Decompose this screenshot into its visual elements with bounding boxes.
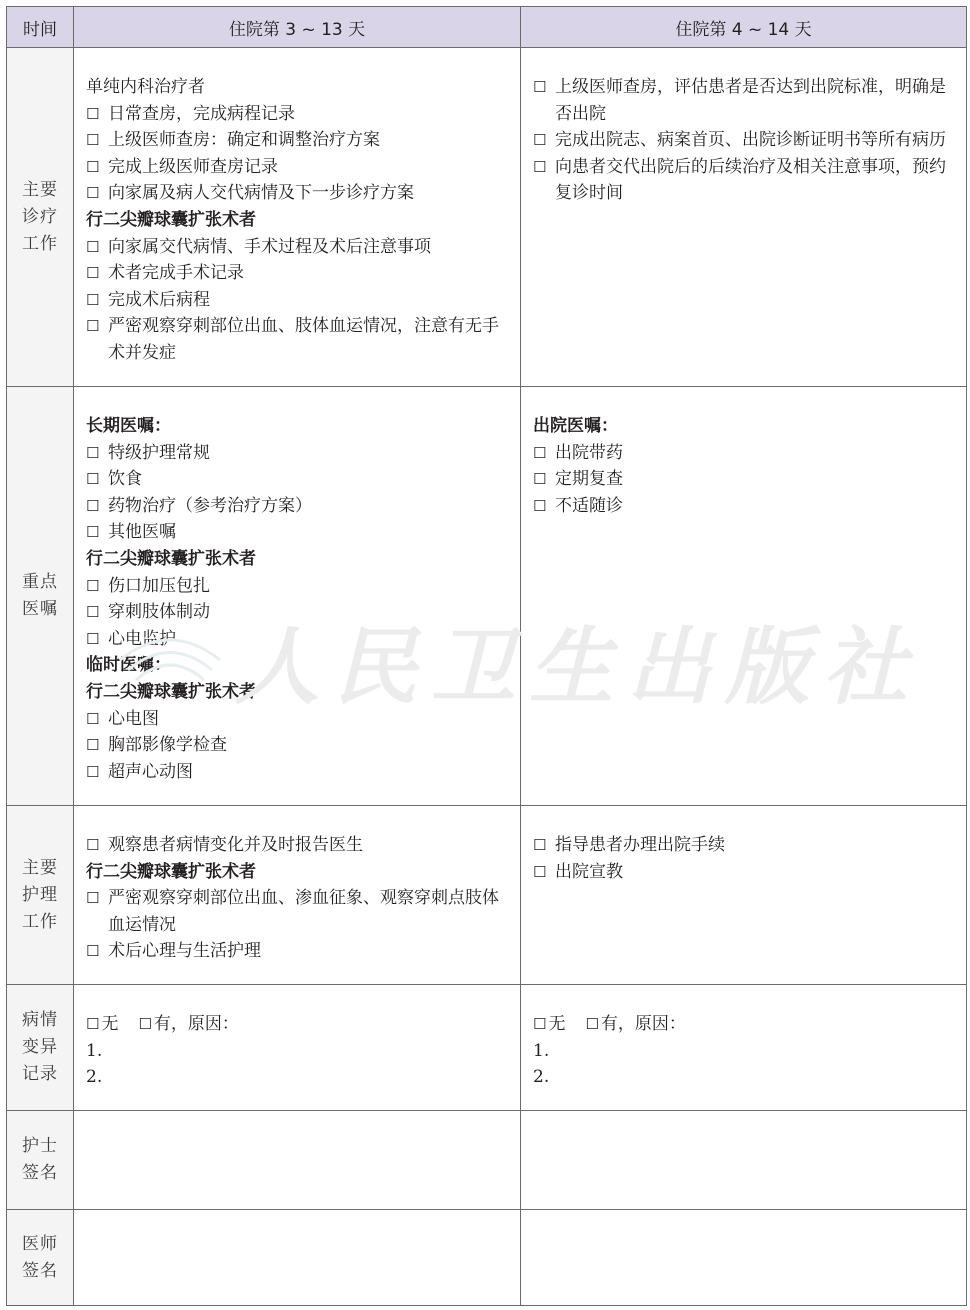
checklist-item[interactable]	[86, 732, 510, 759]
col2-header: 住院第 4 ~ 14 天	[521, 7, 967, 48]
variance-label: 病情变异记录	[7, 985, 74, 1111]
section-heading: 行二尖瓣球囊扩张术者	[86, 681, 256, 702]
checklist-item[interactable]	[86, 154, 510, 181]
checklist-item-text: 心电图	[108, 708, 159, 729]
checklist-item[interactable]	[533, 154, 956, 207]
checklist-item[interactable]	[86, 234, 510, 261]
checkbox-icon[interactable]: ☐	[86, 317, 100, 336]
checklist-item[interactable]	[86, 519, 510, 546]
checkbox-icon[interactable]: ☐	[86, 496, 100, 515]
nursing-label: 主要护理工作	[7, 806, 74, 985]
nursing-row	[7, 806, 967, 985]
section-heading: 长期医嘱：	[86, 416, 171, 436]
checkbox-icon[interactable]: ☐	[86, 762, 100, 781]
checkbox-icon[interactable]: ☐	[86, 290, 100, 309]
checkbox-icon[interactable]: ☐	[533, 157, 547, 176]
variance-item-2: 2.	[86, 1067, 103, 1088]
checklist-item[interactable]	[86, 313, 510, 366]
checklist-item[interactable]	[86, 101, 510, 128]
doctor-sign-row	[7, 1210, 967, 1306]
checklist-item-text: 完成术后病程	[108, 289, 210, 310]
checklist-item-text: 向家属及病人交代病情及下一步诊疗方案	[108, 183, 414, 204]
checkbox-icon[interactable]: ☐	[533, 496, 547, 515]
nursing-col2-list	[521, 806, 966, 895]
nursing-col1-list	[74, 806, 520, 975]
checklist-item[interactable]	[533, 493, 956, 520]
checklist-item-text: 日常查房，完成病程记录	[108, 103, 295, 124]
checklist-item[interactable]	[86, 885, 510, 938]
variance-item-1: 1.	[86, 1040, 103, 1061]
checklist-item[interactable]	[86, 626, 510, 653]
checkbox-icon[interactable]: ☐	[86, 629, 100, 648]
checklist-item-text: 术者完成手术记录	[108, 263, 244, 284]
variance-yes-checkbox[interactable]: ☐ 有，原因：	[585, 1014, 686, 1034]
nurse-sign-label: 护士签名	[7, 1111, 74, 1210]
nurse-sign-col2[interactable]	[521, 1111, 967, 1210]
checklist-item[interactable]	[86, 573, 510, 600]
checkbox-icon[interactable]: ☐	[86, 576, 100, 595]
checklist-item[interactable]	[533, 74, 956, 127]
plain-text: 单纯内科治疗者	[86, 77, 205, 97]
checklist-item-text: 出院宣教	[555, 861, 623, 882]
checklist-item-text: 完成出院志、病案首页、出院诊断证明书等所有病历	[555, 130, 946, 151]
section-heading: 行二尖瓣球囊扩张术者	[86, 209, 256, 230]
variance-row	[7, 985, 967, 1111]
main-work-col1-list	[74, 48, 520, 377]
nurse-sign-row	[7, 1111, 967, 1210]
checklist-item-text: 定期复查	[555, 469, 623, 490]
checklist-item[interactable]	[86, 832, 510, 859]
checklist-item-text: 特级护理常规	[108, 442, 210, 463]
key-orders-label: 重点医嘱	[7, 387, 74, 806]
checkbox-icon[interactable]: ☐	[533, 443, 547, 462]
section-heading: 临时医嘱：	[86, 655, 171, 676]
checkbox-icon[interactable]: ☐	[86, 523, 100, 542]
checkbox-icon[interactable]: ☐	[86, 709, 100, 728]
watermark-text: 人民卫生出版社	[235, 617, 922, 716]
col1-header: 住院第 3 ~ 13 天	[74, 7, 521, 48]
variance-none-checkbox[interactable]: ☐ 无	[533, 1014, 566, 1034]
variance-item-1: 1.	[533, 1040, 550, 1061]
doctor-sign-label: 医师签名	[7, 1210, 74, 1306]
checklist-item[interactable]	[533, 127, 956, 154]
checkbox-icon[interactable]: ☐	[86, 184, 100, 203]
checklist-item-text: 向家属交代病情、手术过程及术后注意事项	[108, 236, 431, 257]
checklist-item[interactable]	[86, 706, 510, 733]
checklist-item[interactable]	[86, 599, 510, 626]
checkbox-icon[interactable]: ☐	[533, 131, 547, 150]
checkbox-icon[interactable]: ☐	[86, 264, 100, 283]
variance-options-col2	[533, 1011, 956, 1038]
section-heading: 行二尖瓣球囊扩张术者	[86, 861, 256, 882]
key-orders-col2-list	[521, 387, 966, 529]
checklist-item[interactable]	[86, 260, 510, 287]
main-work-col1	[74, 48, 521, 387]
doctor-sign-col1[interactable]	[74, 1210, 521, 1306]
section-heading: 行二尖瓣球囊扩张术者	[86, 548, 256, 569]
key-orders-col1	[74, 387, 521, 806]
checklist-item-text: 超声心动图	[108, 761, 193, 782]
checklist-item-text: 严密观察穿刺部位出血、肢体血运情况，注意有无手术并发症	[108, 316, 499, 363]
checkbox-icon[interactable]: ☐	[533, 862, 547, 881]
checklist-item[interactable]	[533, 859, 956, 886]
checklist-item[interactable]	[86, 440, 510, 467]
checklist-item-text: 上级医师查房，评估患者是否达到出院标准，明确是否出院	[555, 77, 946, 124]
nursing-col1	[74, 806, 521, 985]
checklist-item-text: 其他医嘱	[108, 522, 176, 543]
checkbox-icon[interactable]: ☐	[86, 237, 100, 256]
checkbox-icon[interactable]: ☐	[86, 736, 100, 755]
checkbox-icon[interactable]: ☐	[86, 131, 100, 150]
variance-yes-checkbox[interactable]: ☐ 有，原因：	[138, 1014, 239, 1034]
main-work-col2-list	[521, 48, 966, 217]
checklist-item-text: 药物治疗（参考治疗方案）	[108, 495, 312, 516]
checklist-item-text: 出院带药	[555, 442, 623, 463]
checklist-item-text: 饮食	[108, 469, 142, 490]
checklist-item[interactable]	[86, 180, 510, 207]
section-heading: 出院医嘱：	[533, 416, 618, 436]
checkbox-icon[interactable]: ☐	[86, 603, 100, 622]
checkbox-icon[interactable]: ☐	[533, 78, 547, 96]
doctor-sign-col2[interactable]	[521, 1210, 967, 1306]
checklist-item-text: 不适随诊	[555, 495, 623, 516]
checkbox-icon[interactable]: ☐	[86, 443, 100, 462]
checkbox-icon[interactable]: ☐	[86, 104, 100, 123]
checklist-item-text: 穿刺肢体制动	[108, 602, 210, 623]
checklist-item[interactable]	[86, 466, 510, 493]
checklist-item[interactable]	[533, 440, 956, 467]
time-header: 时间	[7, 7, 74, 48]
checklist-item-text: 术后心理与生活护理	[108, 941, 261, 962]
checkbox-icon[interactable]: ☐	[86, 157, 100, 176]
checklist-item-text: 严密观察穿刺部位出血、渗血征象、观察穿刺点肢体血运情况	[108, 888, 499, 935]
nursing-col2	[521, 806, 967, 985]
header-row	[7, 7, 967, 48]
variance-col2	[521, 985, 967, 1111]
main-work-row	[7, 48, 967, 387]
checkbox-icon[interactable]: ☐	[86, 889, 100, 908]
checklist-item[interactable]	[86, 759, 510, 786]
main-work-col2	[521, 48, 967, 387]
main-work-label: 主要诊疗工作	[7, 48, 74, 387]
checkbox-icon[interactable]: ☐	[533, 470, 547, 489]
checklist-item-text: 观察患者病情变化并及时报告医生	[108, 835, 363, 855]
checklist-item[interactable]	[86, 287, 510, 314]
checkbox-icon[interactable]: ☐	[86, 470, 100, 489]
key-orders-col1-list	[74, 387, 520, 795]
checklist-item[interactable]	[533, 832, 956, 859]
checklist-item-text: 指导患者办理出院手续	[555, 835, 725, 855]
checkbox-icon[interactable]: ☐	[86, 836, 100, 854]
checklist-item-text: 向患者交代出院后的后续治疗及相关注意事项，预约复诊时间	[555, 156, 946, 204]
checklist-item-text: 上级医师查房：确定和调整治疗方案	[108, 130, 380, 151]
checklist-item[interactable]	[533, 466, 956, 493]
key-orders-col2	[521, 387, 967, 806]
clinical-pathway-table	[6, 6, 967, 1306]
checkbox-icon[interactable]: ☐	[86, 942, 100, 961]
key-orders-row	[7, 387, 967, 806]
checklist-item-text: 伤口加压包扎	[108, 575, 210, 596]
variance-options-col1	[86, 1011, 510, 1038]
checklist-item-text: 完成上级医师查房记录	[108, 156, 278, 177]
checklist-item[interactable]	[86, 493, 510, 520]
checklist-item[interactable]	[86, 127, 510, 154]
checklist-item-text: 心电监护	[108, 628, 176, 649]
variance-none-checkbox[interactable]: ☐ 无	[86, 1014, 119, 1034]
variance-item-2: 2.	[533, 1067, 550, 1088]
nurse-sign-col1[interactable]	[74, 1111, 521, 1210]
checklist-item[interactable]	[86, 938, 510, 965]
variance-col1	[74, 985, 521, 1111]
checklist-item-text: 胸部影像学检查	[108, 735, 227, 756]
checkbox-icon[interactable]: ☐	[533, 836, 547, 854]
